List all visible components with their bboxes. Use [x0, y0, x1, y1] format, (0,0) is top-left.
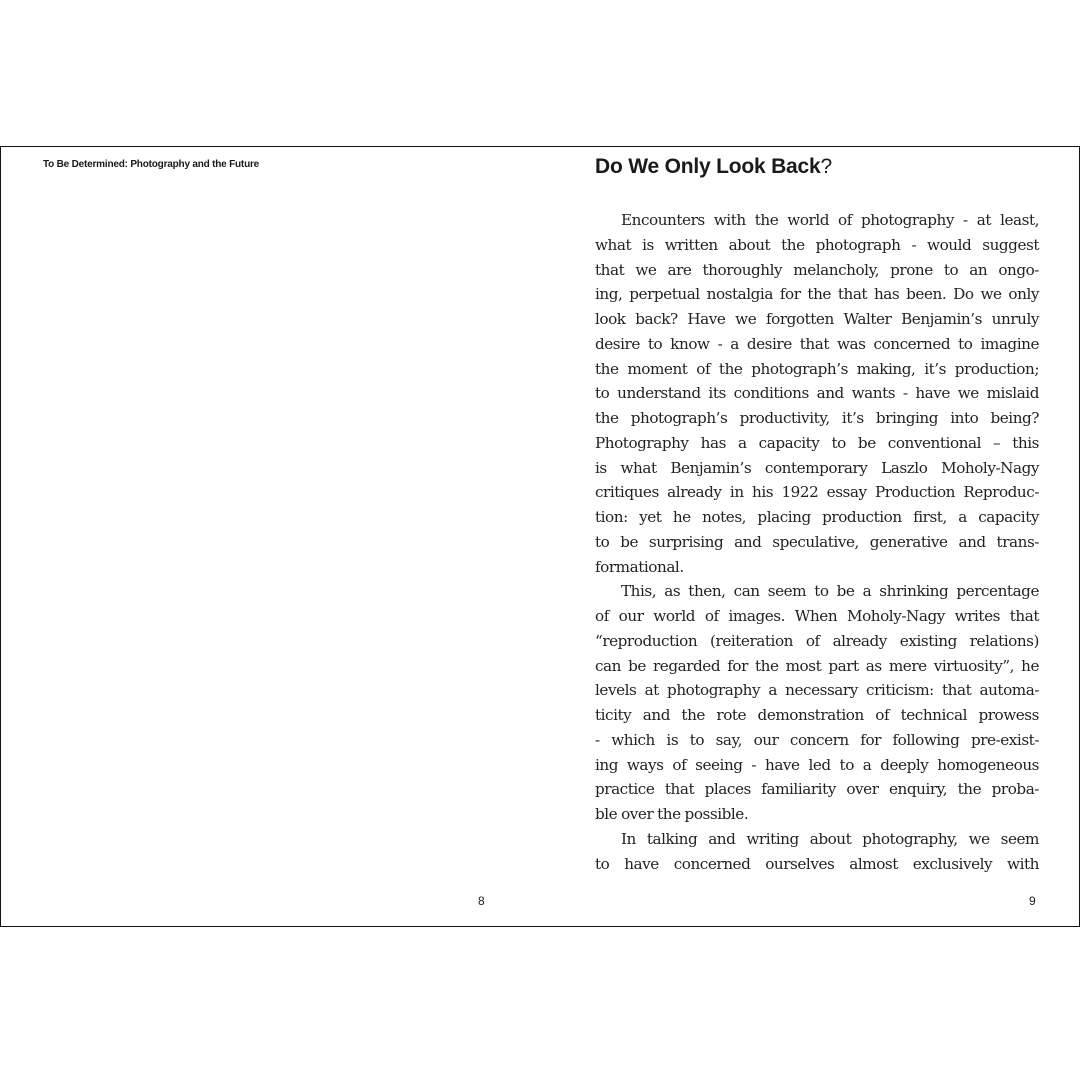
text-line: can be regarded for the most part as mere virtuosity”, he: [595, 656, 1039, 675]
text-line: the photograph’s productivity, it’s bringing into being?: [595, 409, 1039, 427]
text-line: ticity and the rote demonstration of technical prowess: [595, 706, 1039, 724]
body-text: [595, 208, 1039, 876]
text-line: that we are thoroughly melancholy, prone to an ongo-: [595, 260, 1039, 279]
text-line: ble over the possible.: [595, 805, 749, 823]
text-line: - which is to say, our concern for following pre-exist-: [595, 730, 1039, 749]
text-line: the moment of the photograph’s making, it’s production;: [595, 359, 1039, 378]
text-line: to have concerned ourselves almost exclusively with: [595, 854, 1039, 873]
text-line: practice that places familiarity over enquiry, the proba-: [595, 780, 1039, 799]
text-line: to understand its conditions and wants - have we mislaid: [595, 384, 1039, 403]
text-line: formational.: [595, 557, 684, 576]
running-head: To Be Determined: Photography and the Future: [43, 159, 260, 170]
text-line: what is written about the photograph - would suggest: [595, 235, 1039, 254]
text-line: ing, perpetual nostalgia for the that has been. Do we only: [595, 285, 1039, 304]
text-line: levels at photography a necessary criticism: that automa-: [595, 681, 1039, 700]
text-line: is what Benjamin’s contemporary Laszlo Moholy-Nagy: [595, 458, 1039, 477]
chapter-title: [595, 155, 832, 179]
chapter-title-question-mark: ?: [820, 155, 832, 178]
text-line: Photography has a capacity to be conventional – this: [595, 433, 1039, 452]
text-line: tion: yet he notes, placing production first, a capacity: [595, 508, 1039, 526]
page-number-left: 8: [478, 894, 485, 908]
text-line: This, as then, can seem to be a shrinking percentage: [621, 582, 1039, 601]
book-spread: [0, 146, 1080, 927]
chapter-title-text: Do We Only Look Back: [595, 155, 821, 178]
text-line: desire to know - a desire that was concerned to imagine: [595, 334, 1039, 353]
text-line: of our world of images. When Moholy-Nagy writes that: [595, 607, 1039, 625]
text-line: look back? Have we forgotten Walter Benjamin’s unruly: [595, 310, 1039, 328]
text-line: “reproduction (reiteration of already existing relations): [595, 631, 1039, 650]
page-number-right: 9: [1029, 894, 1036, 908]
text-line: ing ways of seeing - have led to a deeply homogeneous: [595, 755, 1039, 774]
text-line: In talking and writing about photography, we seem: [621, 829, 1039, 848]
text-line: critiques already in his 1922 essay Production Reproduc-: [595, 483, 1039, 502]
text-line: to be surprising and speculative, generative and trans-: [595, 532, 1039, 551]
text-line: Encounters with the world of photography - at least,: [621, 211, 1039, 229]
